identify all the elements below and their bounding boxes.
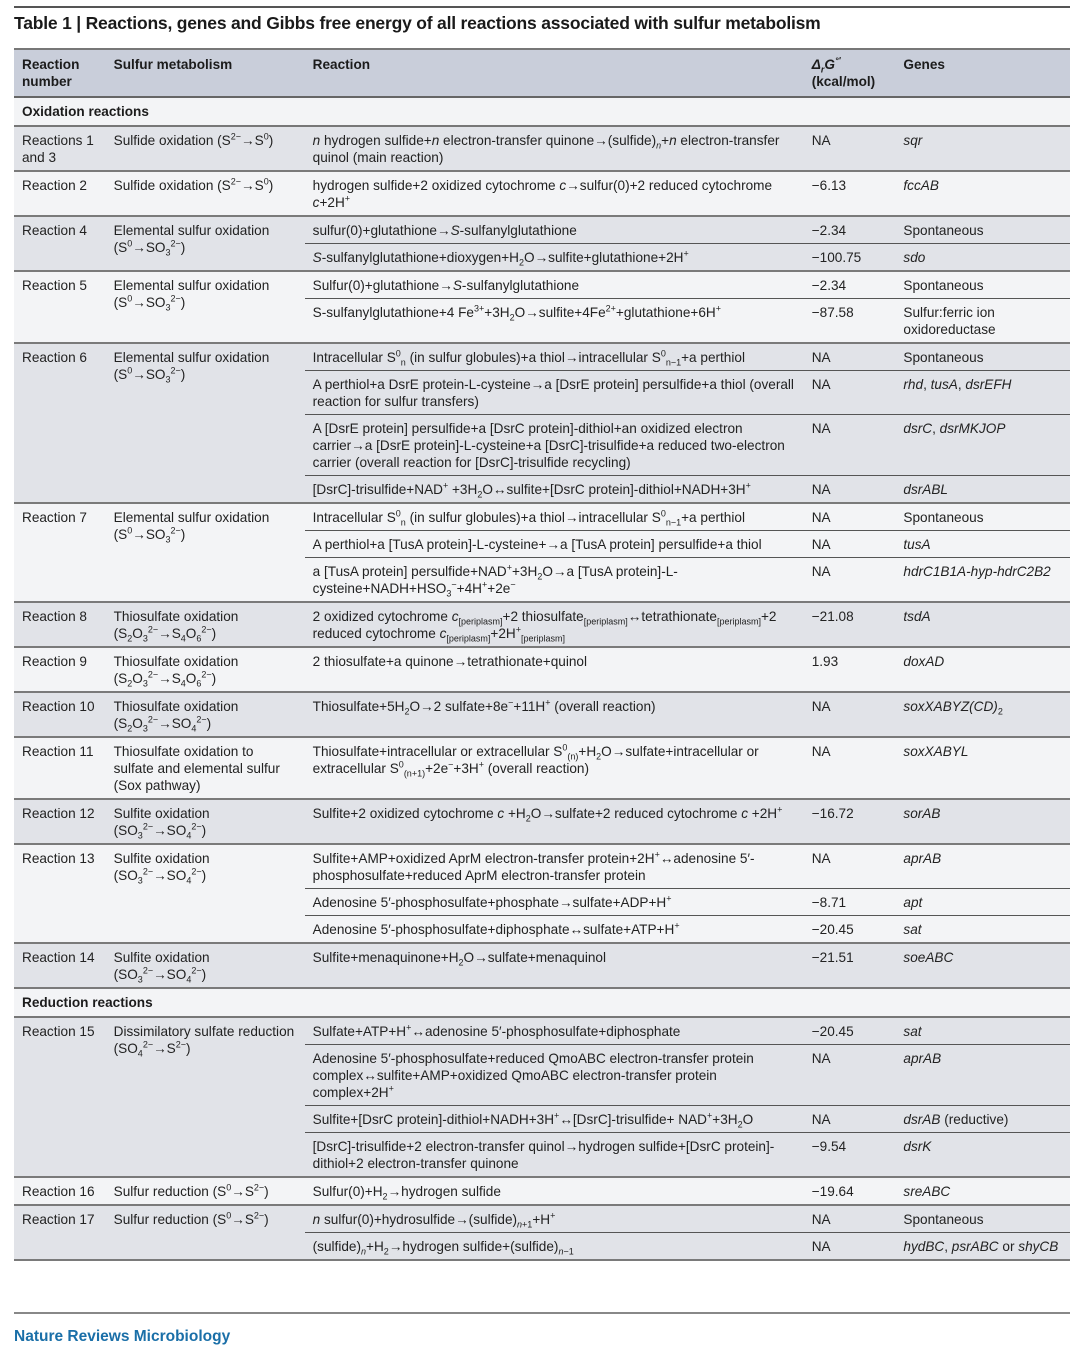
- reaction-equation: Sulfite+2 oxidized cytochrome $c +H_2O\to sulfate+2$ reduced cytochrome c +2H+: [305, 799, 804, 844]
- sulfur-metabolism: Sulfite oxidation $(SO_3^{2-}\to SO_4^{2-})$: [106, 844, 305, 943]
- table-row: [14, 737, 1070, 799]
- genes: sat: [895, 1017, 1070, 1045]
- gibbs-free-energy-value: −19.64: [804, 1177, 896, 1205]
- reaction-equation: Thiosulfate+intracellular or extracellular $S^0_{(n)}+H_2O\to sulfate+intracellular$ or extracellular $S^0_{(n+1)}+2e^-+3H^+$ (overall reaction): [305, 737, 804, 799]
- reaction-equation: Intracellular $S^0_n$ (in sulfur globules)+a thiol→intracellular $S^0_{n-1}+a$ perthiol: [305, 503, 804, 531]
- reaction-equation: A [DsrE protein] persulfide+a [DsrC protein]-dithiol+an oxidized electron carrier→a [DsrE protein]-L-cysteine+a [DsrC]-trisulfide+a reduced two-electron carrier (overall reaction for [DsrC]-trisulfide recycling): [305, 415, 804, 476]
- sulfur-metabolism: Sulfur reduction $(S^0\to S^{2-})$: [106, 1177, 305, 1205]
- reaction-number: Reaction 17: [14, 1205, 106, 1260]
- table-row: [14, 343, 1070, 371]
- genes: dsrK: [895, 1133, 1070, 1178]
- sulfur-metabolism: Dissimilatory sulfate reduction $(SO_4^{2-}\to S^{2-})$: [106, 1017, 305, 1177]
- gibbs-free-energy-value: −6.13: [804, 171, 896, 216]
- genes: aprAB: [895, 1045, 1070, 1106]
- gibbs-free-energy-value: −2.34: [804, 271, 896, 299]
- genes: apt: [895, 889, 1070, 916]
- gibbs-free-energy-value: NA: [804, 1233, 896, 1261]
- bottom-rule: [14, 1312, 1070, 1314]
- reaction-number: Reaction 9: [14, 647, 106, 692]
- reaction-equation: $(sulfide)_n+H_2\to hydrogen$ $sulfide+(sulfide)_{n-1}$: [305, 1233, 804, 1261]
- reaction-equation: $Sulfur(0)+H_2\to hydrogen$ sulfide: [305, 1177, 804, 1205]
- reaction-equation: Sulfite+AMP+oxidized AprM electron-transfer protein+2H+↔adenosine 5′-phosphosulfate+reduced AprM electron-transfer protein: [305, 844, 804, 889]
- reaction-number: Reaction 6: [14, 343, 106, 503]
- genes: rhd, tusA, dsrEFH: [895, 371, 1070, 415]
- reaction-equation: A perthiol+a DsrE protein-L-cysteine→a [DsrE protein] persulfide+a thiol (overall reaction for sulfur transfers): [305, 371, 804, 415]
- reaction-equation: $S-sulfanylglutathione+dioxygen+H_2O\to sulfite+glutathione+2H^+$: [305, 244, 804, 272]
- reaction-number: Reaction 7: [14, 503, 106, 602]
- reaction-equation: [DsrC]-trisulfide+2 electron-transfer quinol→hydrogen sulfide+[DsrC protein]-dithiol+2 electron-transfer quinone: [305, 1133, 804, 1178]
- genes: sorAB: [895, 799, 1070, 844]
- reaction-equation: $Thiosulfate+5H_2O\to 2$ sulfate+8e−+11H+ (overall reaction): [305, 692, 804, 737]
- genes: hdrC1B1A-hyp-hdrC2B2: [895, 558, 1070, 603]
- genes: Spontaneous: [895, 343, 1070, 371]
- reaction-number: Reaction 14: [14, 943, 106, 988]
- reaction-number: Reaction 11: [14, 737, 106, 799]
- genes: Spontaneous: [895, 1205, 1070, 1233]
- gibbs-free-energy-value: NA: [804, 126, 896, 171]
- table-row: [14, 126, 1070, 171]
- genes: sdo: [895, 244, 1070, 272]
- genes: fccAB: [895, 171, 1070, 216]
- genes: Spontaneous: [895, 271, 1070, 299]
- gibbs-free-energy-value: NA: [804, 737, 896, 799]
- genes: sreABC: [895, 1177, 1070, 1205]
- gibbs-free-energy-value: −100.75: [804, 244, 896, 272]
- genes: soeABC: [895, 943, 1070, 988]
- reaction-equation: hydrogen sulfide+2 oxidized cytochrome c→sulfur(0)+2 reduced cytochrome c+2H+: [305, 171, 804, 216]
- table-row: [14, 1205, 1070, 1233]
- header-genes: Genes: [895, 49, 1070, 97]
- sulfur-metabolism: Thiosulfate oxidation to sulfate and elemental sulfur (Sox pathway): [106, 737, 305, 799]
- genes: aprAB: [895, 844, 1070, 889]
- table-row: [14, 271, 1070, 299]
- gibbs-free-energy-value: 1.93: [804, 647, 896, 692]
- gibbs-free-energy-value: −21.08: [804, 602, 896, 647]
- table-row: [14, 1177, 1070, 1205]
- reaction-equation: n hydrogen sulfide+n electron-transfer $quinone\to(sulfide)_n+n$ electron-transfer quinol (main reaction): [305, 126, 804, 171]
- section-header: [14, 988, 1070, 1017]
- table-row: [14, 216, 1070, 244]
- reaction-equation: Adenosine 5′-phosphosulfate+reduced QmoABC electron-transfer protein complex↔sulfite+AMP+oxidized QmoABC electron-transfer protein complex+2H+: [305, 1045, 804, 1106]
- gibbs-free-energy-value: NA: [804, 343, 896, 371]
- gibbs-free-energy-value: −20.45: [804, 1017, 896, 1045]
- genes: sat: [895, 916, 1070, 944]
- reaction-number: Reactions 1 and 3: [14, 126, 106, 171]
- journal-name[interactable]: Nature Reviews Microbiology: [14, 1328, 231, 1345]
- genes: $soxXABYZ(CD)_2$: [895, 692, 1070, 737]
- genes: Spontaneous: [895, 216, 1070, 244]
- genes: dsrAB (reductive): [895, 1106, 1070, 1133]
- top-rule: [14, 6, 1070, 8]
- reaction-equation: Sulfur(0)+glutathione→S-sulfanylglutathione: [305, 271, 804, 299]
- reaction-equation: Sulfite+[DsrC protein]-dithiol+NADH+3H+↔[DsrC]-trisulfide+ $NAD^++3H_2O$: [305, 1106, 804, 1133]
- gibbs-free-energy-value: NA: [804, 503, 896, 531]
- table-title: Table 1 | Reactions, genes and Gibbs free energy of all reactions associated with sulfur metabolism: [14, 13, 821, 33]
- table-header: [14, 49, 1070, 97]
- sulfur-metabolism: Sulfite oxidation $(SO_3^{2-}\to SO_4^{2-})$: [106, 799, 305, 844]
- table-row: [14, 799, 1070, 844]
- reaction-number: Reaction 12: [14, 799, 106, 844]
- reaction-equation: S-sulfanylglutathione+4 $Fe^{3+}+3H_2O\to sulfite+4Fe^{2+}+glutathione+6H^+$: [305, 299, 804, 344]
- section-header: [14, 97, 1070, 126]
- header-reaction: Reaction: [305, 49, 804, 97]
- reaction-number: Reaction 13: [14, 844, 106, 943]
- genes: sqr: [895, 126, 1070, 171]
- gibbs-free-energy-value: NA: [804, 1205, 896, 1233]
- sulfur-metabolism: Elemental sulfur oxidation $(S^0\to SO_3^{2-})$: [106, 216, 305, 271]
- sulfur-metabolism: Thiosulfate oxidation $(S_2O_3^{2-}\to SO_4^{2-})$: [106, 692, 305, 737]
- section-label: Oxidation reactions: [14, 97, 1070, 126]
- reaction-equation: n $sulfur(0)+hydrosulfide\to(sulfide)_{n+1}+H^+$: [305, 1205, 804, 1233]
- genes: Sulfur:ferric ion oxidoreductase: [895, 299, 1070, 344]
- reaction-equation: 2 oxidized cytochrome $c_{[periplasm]}+2$ thiosulfate$_{[periplasm]}$↔tetrathionate$_{[periplasm]}$+2 reduced cytochrome $c_{[periplasm]}+2H^+_{[periplasm]}$: [305, 602, 804, 647]
- sulfur-metabolism: Sulfite oxidation $(SO_3^{2-}\to SO_4^{2-})$: [106, 943, 305, 988]
- gibbs-free-energy-value: NA: [804, 1045, 896, 1106]
- gibbs-free-energy-value: NA: [804, 371, 896, 415]
- reaction-number: Reaction 15: [14, 1017, 106, 1177]
- table-row: [14, 1017, 1070, 1045]
- header-row: [14, 49, 1070, 97]
- reaction-number: Reaction 2: [14, 171, 106, 216]
- table-row: [14, 692, 1070, 737]
- reactions-table: [14, 48, 1070, 1261]
- reaction-equation: $Sulfite+menaquinone+H_2O\to sulfate+menaquinol$: [305, 943, 804, 988]
- reaction-equation: Adenosine 5′-phosphosulfate+diphosphate↔sulfate+ATP+H+: [305, 916, 804, 944]
- genes: doxAD: [895, 647, 1070, 692]
- sulfur-metabolism: Sulfide oxidation $(S^{2-}\to S^0)$: [106, 126, 305, 171]
- reaction-number: Reaction 4: [14, 216, 106, 271]
- reaction-equation: A perthiol+a [TusA protein]-L-cysteine+→a [TusA protein] persulfide+a thiol: [305, 531, 804, 558]
- gibbs-free-energy-value: −21.51: [804, 943, 896, 988]
- table-row: [14, 943, 1070, 988]
- section-label: Reduction reactions: [14, 988, 1070, 1017]
- table-row: [14, 503, 1070, 531]
- reaction-equation: sulfur(0)+glutathione→S-sulfanylglutathione: [305, 216, 804, 244]
- gibbs-free-energy-value: −20.45: [804, 916, 896, 944]
- reaction-equation: 2 thiosulfate+a quinone→tetrathionate+quinol: [305, 647, 804, 692]
- table-row: [14, 602, 1070, 647]
- table-body: [14, 97, 1070, 1260]
- header-sulfur-metabolism: Sulfur metabolism: [106, 49, 305, 97]
- gibbs-free-energy-value: NA: [804, 692, 896, 737]
- genes: tusA: [895, 531, 1070, 558]
- sulfur-metabolism: Thiosulfate oxidation $(S_2O_3^{2-}\to S_4O_6^{2-})$: [106, 602, 305, 647]
- gibbs-free-energy-value: −87.58: [804, 299, 896, 344]
- sulfur-metabolism: Elemental sulfur oxidation $(S^0\to SO_3^{2-})$: [106, 271, 305, 343]
- reaction-equation: a [TusA protein] $persulfide+NAD^++3H_2O\to a$ [TusA $protein]-L-cysteine+NADH+HSO_3^-+4H^++2e^-$: [305, 558, 804, 603]
- reaction-equation: Adenosine 5′-phosphosulfate+phosphate→sulfate+ADP+H+: [305, 889, 804, 916]
- gibbs-free-energy-value: −9.54: [804, 1133, 896, 1178]
- sulfur-metabolism: Thiosulfate oxidation $(S_2O_3^{2-}\to S_4O_6^{2-})$: [106, 647, 305, 692]
- sulfur-metabolism: Elemental sulfur oxidation $(S^0\to SO_3^{2-})$: [106, 503, 305, 602]
- genes: hydBC, psrABC or shyCB: [895, 1233, 1070, 1261]
- header-reaction-number: Reaction number: [14, 49, 106, 97]
- table-row: [14, 844, 1070, 889]
- gibbs-free-energy-value: NA: [804, 476, 896, 504]
- gibbs-free-energy-value: NA: [804, 558, 896, 603]
- gibbs-free-energy-value: −2.34: [804, 216, 896, 244]
- reaction-number: Reaction 10: [14, 692, 106, 737]
- table-row: [14, 647, 1070, 692]
- header-gibbs-free-energy: $\Delta_rG^{^\circ'}$ (kcal/mol): [804, 49, 896, 97]
- genes: Spontaneous: [895, 503, 1070, 531]
- reaction-number: Reaction 5: [14, 271, 106, 343]
- sulfur-metabolism: Elemental sulfur oxidation $(S^0\to SO_3^{2-})$: [106, 343, 305, 503]
- reaction-equation: Intracellular $S^0_n$ (in sulfur globules)+a thiol→intracellular $S^0_{n-1}+a$ perthiol: [305, 343, 804, 371]
- gibbs-free-energy-value: −16.72: [804, 799, 896, 844]
- gibbs-free-energy-value: NA: [804, 415, 896, 476]
- gibbs-free-energy-value: −8.71: [804, 889, 896, 916]
- genes: tsdA: [895, 602, 1070, 647]
- table-row: [14, 171, 1070, 216]
- reaction-number: Reaction 16: [14, 1177, 106, 1205]
- gibbs-free-energy-value: NA: [804, 844, 896, 889]
- reaction-equation: [DsrC]-trisulfide+NAD+ $+3H_2O\leftrightarrow sulfite+[DsrC$ protein]-dithiol+NADH+3H+: [305, 476, 804, 504]
- gibbs-free-energy-value: NA: [804, 531, 896, 558]
- reaction-equation: Sulfate+ATP+H+↔adenosine 5′-phosphosulfate+diphosphate: [305, 1017, 804, 1045]
- genes: soxXABYL: [895, 737, 1070, 799]
- sulfur-metabolism: Sulfide oxidation $(S^{2-}\to S^0)$: [106, 171, 305, 216]
- reaction-number: Reaction 8: [14, 602, 106, 647]
- genes: dsrC, dsrMKJOP: [895, 415, 1070, 476]
- gibbs-free-energy-value: NA: [804, 1106, 896, 1133]
- sulfur-metabolism: Sulfur reduction $(S^0\to S^{2-})$: [106, 1205, 305, 1260]
- genes: dsrABL: [895, 476, 1070, 504]
